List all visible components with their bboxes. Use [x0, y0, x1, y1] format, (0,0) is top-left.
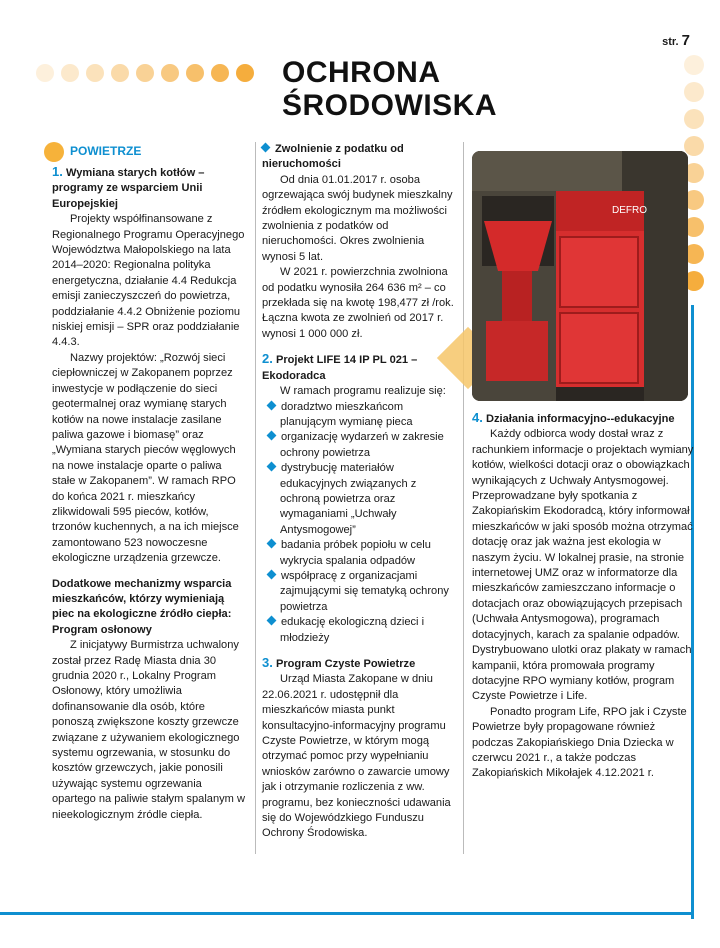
section-number: 4.	[472, 410, 483, 425]
boiler-photo	[472, 151, 688, 401]
list-item	[262, 400, 455, 431]
dot-icon	[61, 64, 79, 82]
decorative-dots-top	[36, 64, 254, 82]
section-number: 2.	[262, 351, 273, 367]
section-heading-4	[472, 410, 694, 427]
diamond-bullet-icon	[267, 400, 277, 410]
section-heading-2	[262, 351, 455, 384]
paragraph: Każdy odbiorca wody dostał wraz z rachunkiem informacje o projektach wymiany kotłów, wielkości dotacji oraz o obowiązkach wynikających z Uchwały Antysmogowej. Przeprowadzane były spotkania z Zakopiańskim Ekodoradcą, który informował mieszkańców w jaki sposób można otrzymać dotację oraz jak ważna jest ekologia w naszym życiu. W lokalnej prasie, na stronie internetowej UMZ oraz w informatorze dla mieszkańców zamieszczano informacje o dotacjach oraz obowiązujących przepisach (Uchwała Antysmogowa), programach dotacyjnych, karach za spalanie odpadów. Dystrybuowano ulotki oraz plakaty w ramach kampanii, która promowała programy dotacyjne RPO wymiany kotłów, program Czyste Powietrze i Life.	[472, 428, 694, 703]
subheading-tax	[262, 142, 455, 173]
list-item-text: dystrybucję materiałów edukacyjnych związanych z ochroną powietrza oraz wymaganiami „Uchwały Antysmogowej”	[280, 462, 417, 536]
paragraph: W ramach programu realizuje się:	[280, 385, 446, 398]
subheading-text: Zwolnienie z podatku od nieruchomości	[262, 143, 404, 171]
section-heading-3	[262, 655, 455, 672]
list-item-text: edukację ekologiczną dzieci i młodzieży	[280, 616, 425, 644]
kicker-label: POWIETRZE	[70, 144, 142, 159]
section-number: 1.	[52, 164, 63, 179]
dot-icon	[111, 64, 129, 82]
section-title: Wymiana starych kotłów – programy ze wsparciem Unii Europejskiej	[52, 167, 205, 210]
paragraph: Z inicjatywy Burmistrza uchwalony został przez Radę Miasta dnia 30 grudnia 2020 r., Lokalny Program Osłonowy, który umożliwia dofinansowanie dla osób, które ponoszą zwiększone koszty grzewcze związane z używaniem ekologicznego systemu ogrzewania, w stosunku do kosztów grzewczych, jakie ponosili używając systemu ogrzewania opartego na paliwie stałym spalanym w nieekologicznym źródle ciepła.	[52, 639, 246, 821]
diamond-bullet-icon	[267, 570, 277, 580]
dot-icon	[684, 82, 704, 102]
section-title: Działania informacyjno--edukacyjne	[485, 413, 675, 425]
column-2	[262, 142, 455, 842]
dot-icon	[236, 64, 254, 82]
dot-icon	[186, 64, 204, 82]
page-number	[662, 32, 690, 49]
dot-icon	[684, 55, 704, 75]
dot-icon	[36, 64, 54, 82]
list-item-text: organizację wydarzeń w zakresie ochrony powietrza	[280, 431, 444, 459]
section-title: Projekt LIFE 14 IP PL 021 – Ekodoradca	[262, 354, 418, 382]
column-separator	[463, 142, 464, 854]
paragraph: Urząd Miasta Zakopane w dniu 22.06.2021 r. udostępnił dla mieszkańców miasta punkt konsultacyjno-informacyjny programu Czyste Powietrze, w którym mogą otrzymać pomoc przy wypełnianiu wniosków zarówno o zawarcie umowy jak i otrzymanie rozliczenia z ww. programu, bez konieczności udawania się do Wojewódzkiego Funduszu Ochrony Środowiska.	[262, 673, 451, 840]
paragraph: Projekty współfinansowane z Regionalnego Programu Operacyjnego Województwa Małopolskiego na lata 2014–2020: Regionalna polityka energetyczna, działanie 4.4 Redukcja emisji zanieczyszczeń do powietrza, poddziałanie 4.4.2 Obniżenie poziomu niskiej emisji – SPR oraz poddziałanie 4.4.3.	[52, 213, 245, 349]
list-item	[262, 430, 455, 461]
diamond-bullet-icon	[267, 431, 277, 441]
column-3	[472, 410, 694, 782]
page-number-value: 7	[681, 32, 690, 49]
section-kicker	[52, 142, 246, 162]
diamond-bullet-icon	[261, 143, 271, 153]
paragraph: Nazwy projektów: „Rozwój sieci ciepłowniczej w Zakopanem poprzez inwestycje w podłączenie do sieci geotermalnej oraz wymianę starych kotłów na nowe instalacje zasilane paliwa gazowe i biomasę” oraz „Wymiana starych pieców węglowych na nowe instalacje oparte o paliwa stałe w Zakopanem”. W ramach RPO do końca 2021 r. mieszkańcy zlikwidowali 595 pieców, kotłów, trzonów kuchennych, a na ich miejsce zamontowano 523 nowoczesne ekologiczne urządzenia grzewcze.	[52, 351, 239, 565]
paragraph: W 2021 r. powierzchnia zwolniona od podatku wynosiła 264 636 m² – co przekłada się na kwotę 198,477 zł /rok. Łączna kwota ze zwolnień od 2017 r. wynosi 1 000 000 zł.	[262, 266, 454, 340]
dot-icon	[136, 64, 154, 82]
page-title	[282, 56, 497, 122]
section-heading-1	[52, 164, 246, 212]
diamond-bullet-icon	[267, 462, 277, 472]
subheading: Program osłonowy	[52, 623, 152, 636]
list-item	[262, 569, 455, 615]
section-number: 3.	[262, 655, 273, 670]
column-separator	[255, 142, 256, 854]
list-item	[262, 538, 455, 569]
subheading: Dodatkowe mechanizmy wsparcia mieszkańców, którzy wymieniają piec na ekologiczne źródło ciepła:	[52, 577, 232, 621]
dot-icon	[684, 136, 704, 156]
boiler-illustration	[472, 151, 688, 401]
hexagon-icon	[44, 142, 64, 162]
list-item-text: współpracę z organizacjami zajmującymi się tematyką ochrony powietrza	[280, 569, 449, 613]
diamond-bullet-icon	[267, 616, 277, 626]
photo-brand-label: DEFRO	[612, 205, 647, 216]
list-item-text: doradztwo mieszkańcom planującym wymianę pieca	[280, 400, 413, 428]
dot-icon	[684, 109, 704, 129]
dot-icon	[211, 64, 229, 82]
list-item	[262, 461, 455, 538]
dot-icon	[86, 64, 104, 82]
paragraph: Od dnia 01.01.2017 r. osoba ogrzewająca swój budynek mieszkalny źródłem ekologicznym ma możliwości zwolnienia z podatków od nieruchomości. Okres zwolnienia wynosi 5 lat.	[262, 173, 453, 263]
list-item-text: badania próbek popiołu w celu wykrycia spalania odpadów	[280, 539, 431, 567]
title-line2: ŚRODOWISKA	[282, 89, 497, 122]
title-line1: OCHRONA	[282, 56, 441, 89]
section-title: Program Czyste Powietrze	[275, 658, 416, 670]
dot-icon	[161, 64, 179, 82]
page-label: str.	[662, 36, 679, 48]
column-1	[52, 142, 246, 823]
list-item	[262, 615, 455, 646]
diamond-bullet-icon	[267, 539, 277, 549]
paragraph: Ponadto program Life, RPO jak i Czyste Powietrze były propagowane również podczas Zakopiańskiego Dnia Dziecka w czerwcu 2021 r., a także podczas Zakopiańskich Mikołajek 4.12.2021 r.	[472, 705, 687, 780]
decorative-line-horizontal	[0, 912, 693, 915]
